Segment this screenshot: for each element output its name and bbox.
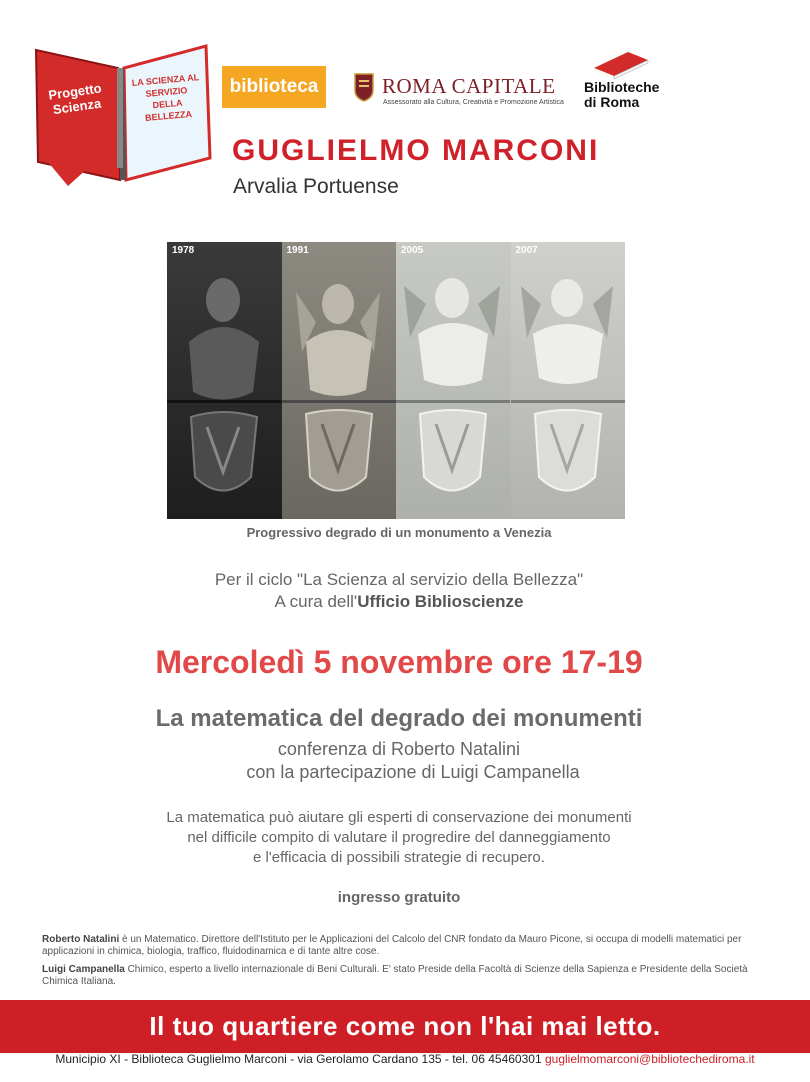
bio-natalini bbox=[42, 934, 772, 958]
description-line: La matematica può aiutare gli esperti di conservazione dei monumenti bbox=[166, 809, 632, 826]
relief-figure-icon bbox=[282, 242, 396, 519]
logo-right-text: LA SCIENZA AL SERVIZIO DELLA BELLEZZA bbox=[131, 72, 200, 123]
photo-panel bbox=[396, 242, 511, 519]
curated-prefix: A cura dell' bbox=[274, 592, 358, 611]
speaker-line: conferenza di Roberto Natalini bbox=[277, 739, 521, 759]
year-label: 2007 bbox=[515, 245, 538, 256]
library-name: GUGLIELMO MARCONI bbox=[232, 134, 600, 167]
year-label: 2005 bbox=[401, 245, 424, 256]
books-stack-icon bbox=[588, 46, 652, 80]
cycle-info bbox=[0, 569, 798, 613]
relief-figure-icon bbox=[511, 242, 625, 519]
year-label: 1991 bbox=[286, 245, 309, 256]
photo-panel bbox=[511, 242, 626, 519]
progetto-scienza-logo bbox=[28, 40, 218, 190]
library-area: Arvalia Portuense bbox=[233, 175, 399, 198]
photo-panel bbox=[282, 242, 397, 519]
footer-address bbox=[0, 1052, 810, 1066]
roma-capitale-title: ROMA CAPITALE bbox=[382, 74, 556, 98]
relief-figure-icon bbox=[167, 242, 281, 519]
bio-text: Chimico, esperto a livello internazionale di Beni Culturali. E' stato Preside della Facoltà di Scienze della Sapienza e Presidente della Società Chimica Italiana. bbox=[42, 964, 748, 987]
bio-campanella bbox=[42, 964, 772, 988]
address-text: Municipio XI - Biblioteca Guglielmo Marconi - via Gerolamo Cardano 135 - tel. 06 45460301 bbox=[55, 1052, 542, 1066]
year-label: 1978 bbox=[172, 245, 195, 256]
description-line: nel difficile compito di valutare il progredire del danneggiamento bbox=[187, 829, 611, 846]
event-title: La matematica del degrado dei monumenti bbox=[155, 705, 643, 732]
cycle-line: Per il ciclo "La Scienza al servizio della Bellezza" bbox=[214, 570, 584, 589]
roma-capitale-subtitle: Assessorato alla Cultura, Creatività e Promozione Artistica bbox=[383, 99, 564, 106]
biblioteca-badge: biblioteca bbox=[222, 66, 326, 108]
description-line: e l'efficacia di possibili strategie di recupero. bbox=[253, 849, 545, 866]
admission-note: ingresso gratuito bbox=[337, 889, 461, 906]
slogan-banner: Il tuo quartiere come non l'hai mai letto. bbox=[0, 1000, 810, 1053]
email-link[interactable]: guglielmomarconi@bibliotechediroma.it bbox=[544, 1052, 755, 1066]
bio-name: Luigi Campanella bbox=[42, 964, 125, 975]
relief-figure-icon bbox=[396, 242, 510, 519]
curated-by bbox=[0, 591, 798, 613]
bio-name: Roberto Natalini bbox=[42, 934, 120, 945]
photo-caption: Progressivo degrado di un monumento a Venezia bbox=[246, 525, 552, 540]
event-description bbox=[0, 808, 798, 868]
biblioteche-di-roma-logo: Biblioteche di Roma bbox=[584, 79, 660, 110]
monument-photo-strip bbox=[167, 242, 625, 519]
event-date: Mercoledì 5 novembre ore 17-19 bbox=[155, 644, 643, 680]
bio-text: è un Matematico. Direttore dell'Istituto per le Applicazioni del Calcolo del CNR fondato da Mauro Picone, si occupa di modelli matematici per applicazioni in chimica, biologia, traffico, fluidodinamica e di tante altre cose. bbox=[42, 934, 742, 957]
guest-line: con la partecipazione di Luigi Campanella bbox=[246, 762, 580, 782]
photo-panel bbox=[167, 242, 282, 519]
roma-crest-icon bbox=[353, 72, 375, 102]
curated-office: Ufficio Biblioscienze bbox=[357, 592, 524, 611]
speakers bbox=[0, 738, 798, 784]
logo-left-text: Progetto Scienza bbox=[47, 80, 103, 118]
